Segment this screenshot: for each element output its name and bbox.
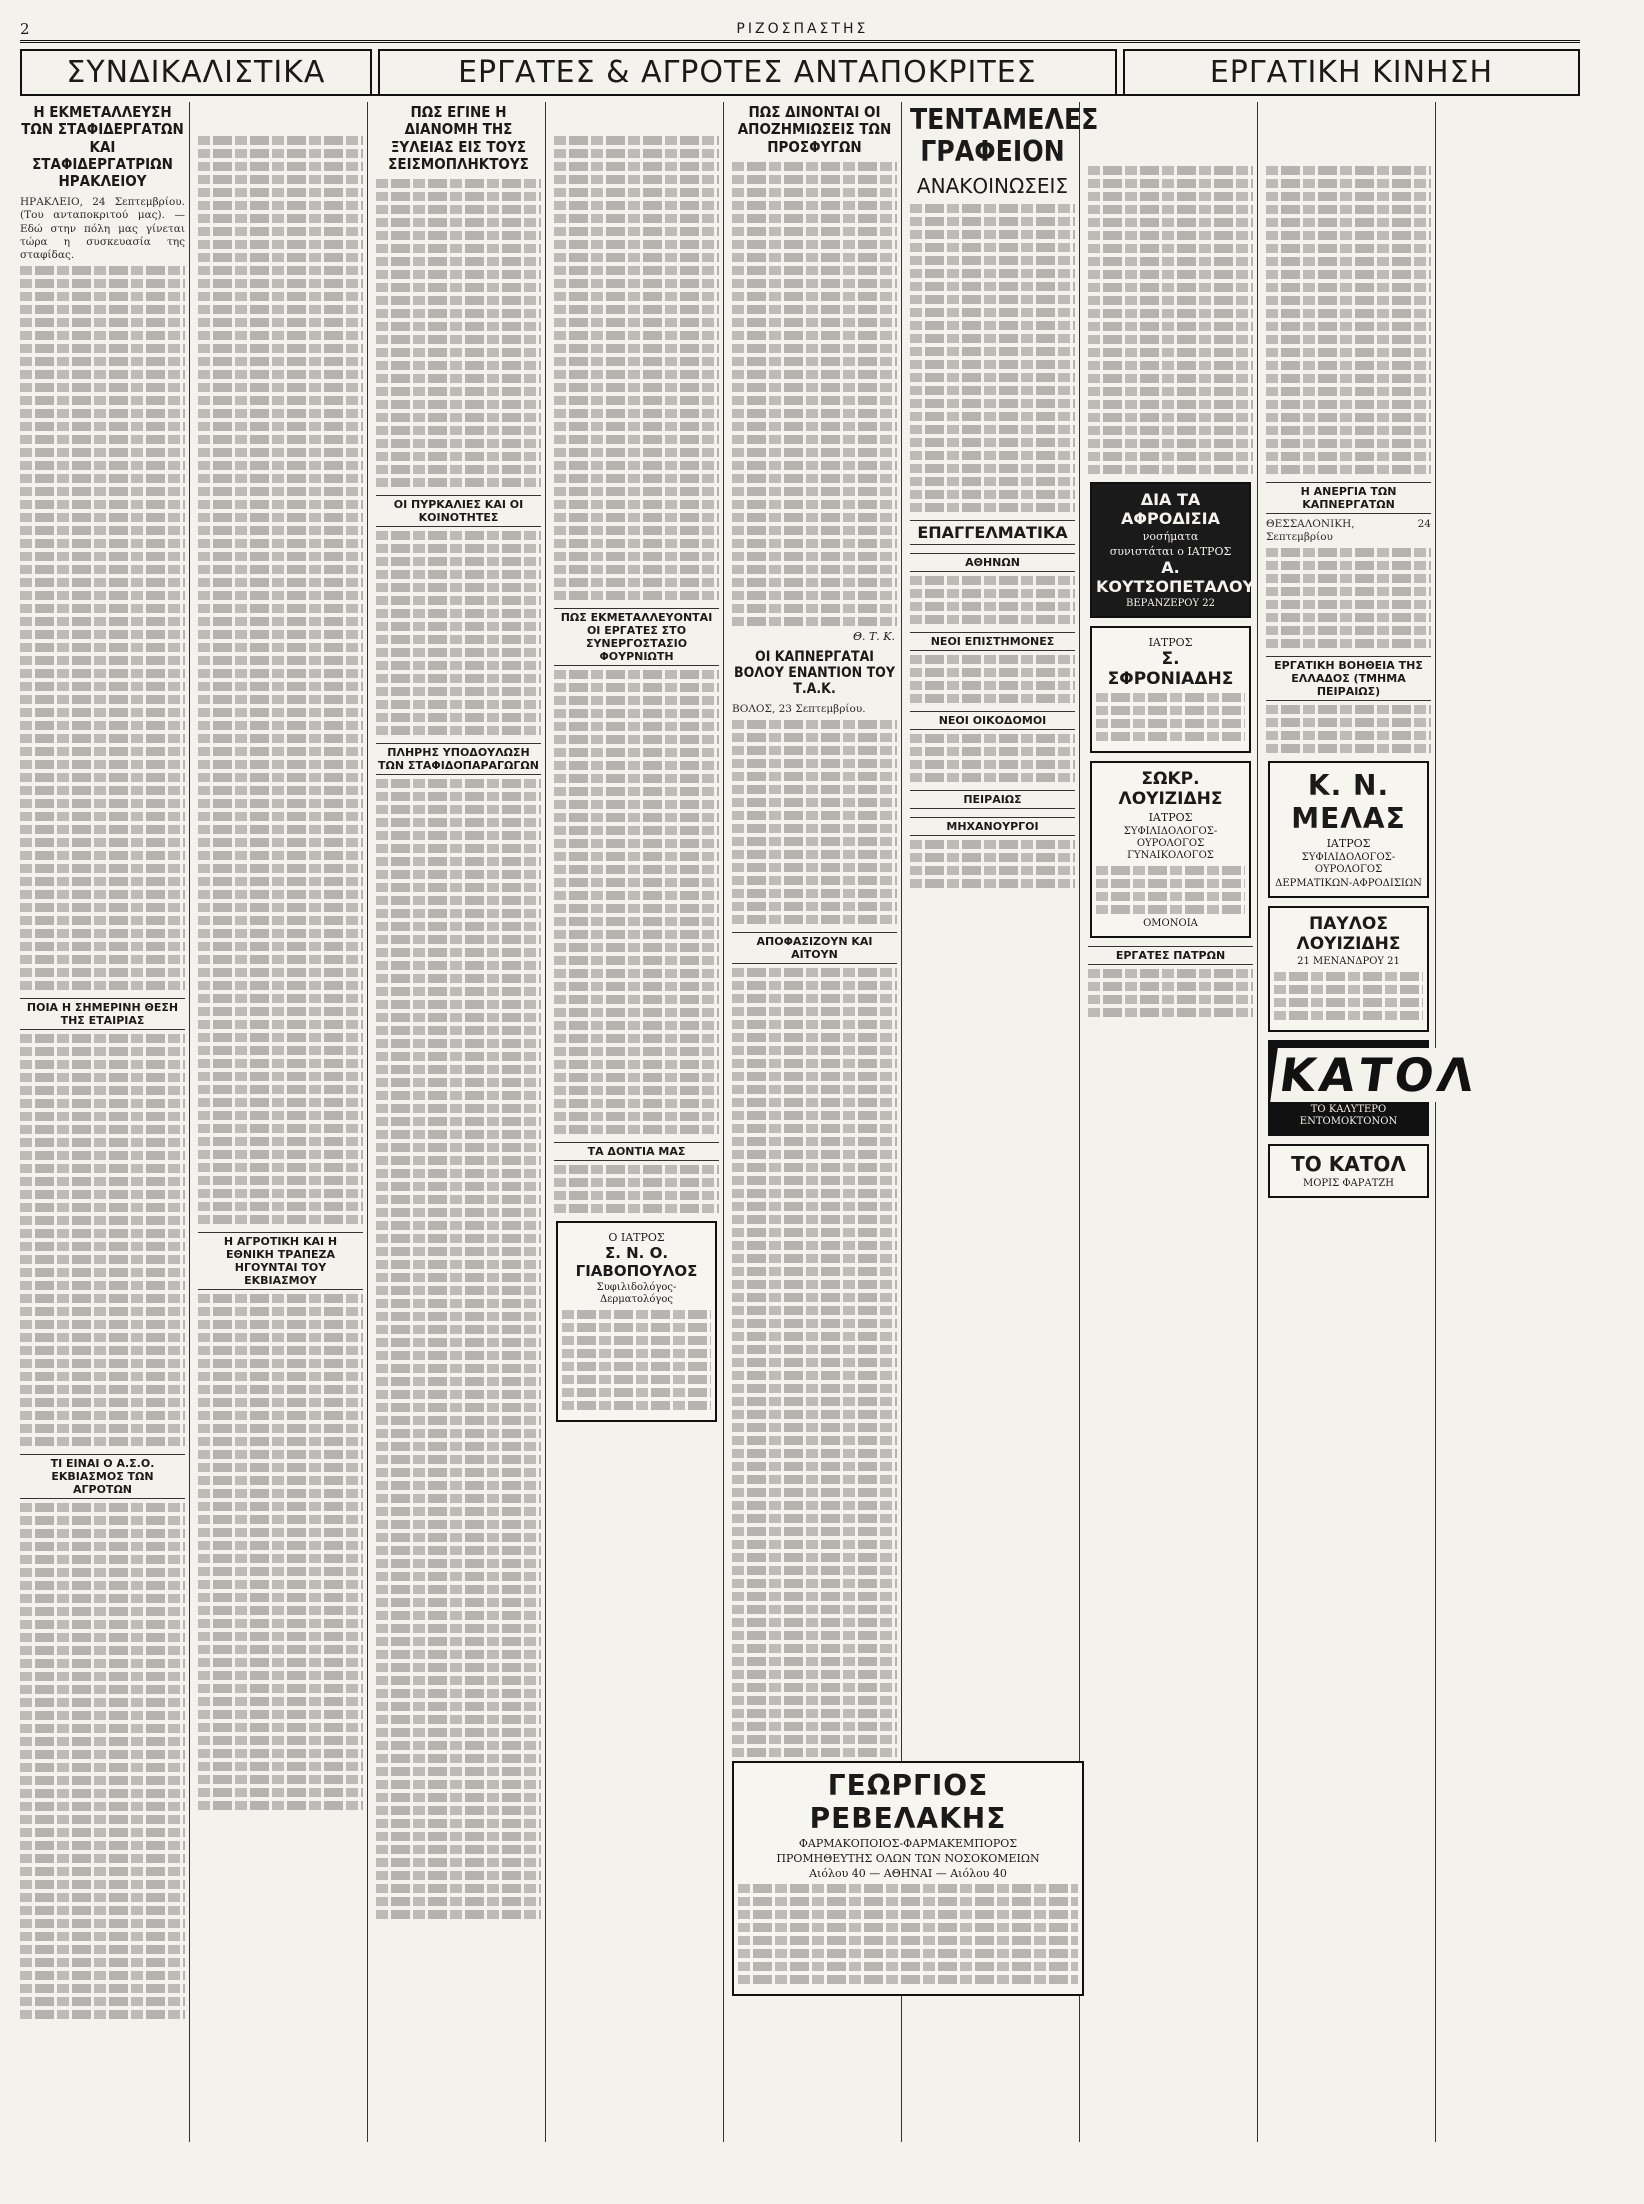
ad-giavopoulos-name: Σ. Ν. Ο. ΓΙΑΒΟΠΟΥΛΟΣ — [575, 1244, 698, 1280]
katol-logo: ΚΑΤΟΛ — [1270, 1048, 1487, 1102]
ad-katol-name: ΤΟ ΚΑΤΟΛ — [1291, 1152, 1406, 1177]
kapnergatai-dateline: ΒΟΛΟΣ, 23 Σεπτεμβρίου. — [732, 703, 866, 716]
subhead-dontia: ΤΑ ΔΟΝΤΙΑ ΜΑΣ — [554, 1142, 719, 1161]
ad-melas — [1268, 761, 1429, 898]
paper-name: ΡΙΖΟΣΠΑΣΤΗΣ — [736, 21, 869, 37]
section-title-ergatiki-kinisi: ΕΡΓΑΤΙΚΗ ΚΙΝΗΣΗ — [1123, 49, 1580, 94]
subhead-poia: ΠΟΙΑ Η ΣΗΜΕΡΙΝΗ ΘΕΣΗ ΤΗΣ ΕΤΑΙΡΙΑΣ — [20, 998, 185, 1030]
ad-melas-specialty: ΣΥΦΙΛΙΔΟΛΟΓΟΣ-ΟΥΡΟΛΟΓΟΣ — [1301, 852, 1396, 876]
ad-melas-name: Κ. Ν. ΜΕΛΑΣ — [1291, 769, 1406, 836]
column-8 — [1266, 102, 1482, 2142]
ad-louizidis-sokr-name: ΣΩΚΡ. ΛΟΥΙΖΙΔΗΣ — [1118, 769, 1223, 809]
ad-melas-title: ΙΑΤΡΟΣ — [1326, 837, 1371, 851]
ad-koutsopetalos-line2: νοσήματα — [1142, 530, 1199, 543]
ad-koutsopetalos — [1090, 482, 1255, 618]
ad-louizidis-sokr-address: ΟΜΟΝΟΙΑ — [1143, 918, 1198, 929]
section-title-syndikalistika: ΣΥΝΔΙΚΑΛΙΣΤΙΚΑ — [20, 49, 372, 94]
subhead-pyrkales: ΟΙ ΠΥΡΚΑΛΙΕΣ ΚΑΙ ΟΙ ΚΟΙΝΟΤΗΤΕΣ — [376, 495, 541, 527]
subhead-athinon: ΑΘΗΝΩΝ — [910, 553, 1075, 572]
page-number: 2 — [20, 20, 30, 38]
column-1 — [20, 102, 190, 2142]
subhead-ekmetallevontai: ΠΩΣ ΕΚΜΕΤΑΛΛΕΥΟΝΤΑΙ ΟΙ ΕΡΓΑΤΕΣ ΣΤΟ ΣΥΝΕΡΓΟΣΤΑΣΙΟ ΦΟΥΡΝΙΩΤΗ — [554, 608, 719, 666]
subhead-anakoinoseis: ΑΝΑΚΟΙΝΩΣΕΙΣ — [916, 174, 1069, 199]
subhead-peiraios: ΠΕΙΡΑΙΩΣ — [910, 790, 1075, 809]
ad-sfroniadis — [1090, 626, 1251, 753]
ad-koutsopetalos-line3: συνιστάται ο ΙΑΤΡΟΣ — [1109, 545, 1232, 558]
column-2 — [198, 102, 368, 2142]
ad-giavopoulos-line: Συφιλιδολόγος-Δερματολόγος — [596, 1282, 677, 1305]
ad-sfroniadis-title: ΙΑΤΡΟΣ — [1148, 636, 1193, 649]
subhead-ergates-patron: ΕΡΓΑΤΕΣ ΠΑΤΡΩΝ — [1088, 946, 1253, 965]
ad-revelakis-name: ΓΕΩΡΓΙΟΣ ΡΕΒΕΛΑΚΗΣ — [809, 1769, 1007, 1835]
subhead-mixanourgoi: ΜΗΧΑΝΟΥΡΓΟΙ — [910, 817, 1075, 836]
column-4 — [554, 102, 724, 2142]
ad-revelakis-line3: Αιόλου 40 — ΑΘΗΝΑΙ — Αιόλου 40 — [809, 1867, 1007, 1880]
column-3 — [376, 102, 546, 2142]
article-headline-dianomi: ΠΩΣ ΕΓΙΝΕ Η ΔΙΑΝΟΜΗ ΤΗΣ ΞΥΛΕΙΑΣ ΕΙΣ ΤΟΥΣ ΣΕΙΣΜΟΠΛΗΚΤΟΥΣ — [388, 103, 529, 173]
subhead-neoi-epistimones: ΝΕΟΙ ΕΠΙΣΤΗΜΟΝΕΣ — [910, 632, 1075, 651]
signature-apozim: Θ. Τ. Κ. — [852, 629, 895, 643]
ad-louizidis-pavlos-address: 21 ΜΕΝΑΝΔΡΟΥ 21 — [1297, 956, 1400, 968]
subhead-plirosi: ΠΛΗΡΗΣ ΥΠΟΔΟΥΛΩΣΗ ΤΩΝ ΣΤΑΦΙΔΟΠΑΡΑΓΩΓΩΝ — [376, 743, 541, 775]
ad-revelakis — [732, 1761, 1084, 1996]
ad-melas-line: ΔΕΡΜΑΤΙΚΩΝ-ΑΦΡΟΔΙΣΙΩΝ — [1275, 878, 1422, 890]
ad-louizidis-sokr — [1090, 761, 1251, 938]
ad-louizidis-pavlos — [1268, 906, 1429, 1032]
subhead-epaggelmatika: ΕΠΑΓΓΕΛΜΑΤΙΚΑ — [910, 520, 1075, 545]
ad-koutsopetalos-name: Α. ΚΟΥΤΣΟΠΕΤΑΛΟΥ — [1096, 558, 1255, 596]
ad-katol-seller — [1268, 1144, 1429, 1198]
column-7 — [1088, 102, 1258, 2142]
ad-katol-line: ΤΟ ΚΑΛΥΤΕΡΟ ΕΝΤΟΜΟΚΤΟΝΟΝ — [1299, 1104, 1398, 1128]
subhead-ekbiasmos: ΤΙ ΕΙΝΑΙ Ο Α.Σ.Ο. ΕΚΒΙΑΣΜΟΣ ΤΩΝ ΑΓΡΟΤΩΝ — [20, 1454, 185, 1499]
subhead-voitheia: ΕΡΓΑΤΙΚΗ ΒΟΗΘΕΙΑ ΤΗΣ ΕΛΛΑΔΟΣ (ΤΜΗΜΑ ΠΕΙΡΑΙΩΣ) — [1266, 656, 1431, 701]
article-headline-stafidergates: Η ΕΚΜΕΤΑΛΛΕΥΣΗ ΤΩΝ ΣΤΑΦΙΔΕΡΓΑΤΩΝ ΚΑΙ ΣΤΑΦΙΔΕΡΓΑΤΡΙΩΝ ΗΡΑΚΛΕΙΟΥ — [21, 103, 184, 190]
ad-revelakis-line1: ΦΑΡΜΑΚΟΠΟΙΟΣ-ΦΑΡΜΑΚΕΜΠΟΡΟΣ — [798, 1837, 1018, 1850]
section-headers — [20, 49, 1580, 96]
article-headline-apozimioseis: ΠΩΣ ΔΙΝΟΝΤΑΙ ΟΙ ΑΠΟΖΗΜΙΩΣΕΙΣ ΤΩΝ ΠΡΟΣΦΥΓΩΝ — [737, 103, 892, 156]
ad-louizidis-sokr-specialty: ΣΥΦΙΛΙΔΟΛΟΓΟΣ-ΟΥΡΟΛΟΓΟΣ ΓΥΝΑΙΚΟΛΟΓΟΣ — [1123, 826, 1218, 861]
masthead — [20, 18, 1580, 43]
ad-louizidis-sokr-title: ΙΑΤΡΟΣ — [1148, 811, 1193, 824]
ad-koutsopetalos-address: ΒΕΡΑΝΖΕΡΟΥ 22 — [1125, 598, 1216, 609]
ad-koutsopetalos-line1: ΔΙΑ ΤΑ ΑΦΡΟΔΙΣΙΑ — [1121, 490, 1220, 528]
article-headline-tentameles: ΤΕΝΤΑΜΕΛΕΣ ΓΡΑΦΕΙΟΝ — [910, 103, 1099, 169]
section-title-antapokrites: ΕΡΓΑΤΕΣ & ΑΓΡΟΤΕΣ ΑΝΤΑΠΟΚΡΙΤΕΣ — [378, 49, 1117, 94]
subhead-neoi-oikodomoi: ΝΕΟΙ ΟΙΚΟΔΟΜΟΙ — [910, 711, 1075, 730]
masthead-spacer — [1575, 20, 1580, 38]
subhead-anergia: Η ΑΝΕΡΓΙΑ ΤΩΝ ΚΑΠΝΕΡΓΑΤΩΝ — [1266, 482, 1431, 514]
ad-sfroniadis-name: Σ. ΣΦΡΟΝΙΑΔΗΣ — [1107, 649, 1234, 689]
anergia-dateline: ΘΕΣΣΑΛΟΝΙΚΗ, 24 Σεπτεμβρίου — [1266, 518, 1435, 544]
ad-giavopoulos — [556, 1221, 717, 1422]
ad-katol — [1268, 1040, 1482, 1136]
article-dateline: ΗΡΑΚΛΕΙΟ, 24 Σεπτεμβρίου. (Του ανταποκριτού μας). — Εδώ στην πόλη μας γίνεται τώρα η συσκευασία της σταφίδας. — [20, 196, 189, 262]
ad-giavopoulos-label: Ο ΙΑΤΡΟΣ — [608, 1231, 665, 1244]
subhead-trapeza: Η ΑΓΡΟΤΙΚΗ ΚΑΙ Η ΕΘΝΙΚΗ ΤΡΑΠΕΖΑ ΗΓΟΥΝΤΑΙ ΤΟΥ ΕΚΒΙΑΣΜΟΥ — [198, 1232, 363, 1290]
ad-revelakis-line2: ΠΡΟΜΗΘΕΥΤΗΣ ΟΛΩΝ ΤΩΝ ΝΟΣΟΚΟΜΕΙΩΝ — [776, 1852, 1040, 1865]
subhead-apofasizoun: ΑΠΟΦΑΣΙΖΟΥΝ ΚΑΙ ΑΙΤΟΥΝ — [732, 932, 897, 964]
ad-louizidis-pavlos-name: ΠΑΥΛΟΣ ΛΟΥΙΖΙΔΗΣ — [1296, 914, 1401, 955]
ad-katol-seller-name: ΜΟΡΙΣ ΦΑΡΑΤΖΗ — [1302, 1178, 1395, 1190]
column-9 — [1444, 102, 1644, 2142]
article-headline-kapnergatai: ΟΙ ΚΑΠΝΕΡΓΑΤΑΙ ΒΟΛΟΥ ΕΝΑΝΤΙΟΝ ΤΟΥ Τ.Α.Κ. — [733, 648, 895, 697]
newspaper-page — [20, 18, 1580, 2168]
